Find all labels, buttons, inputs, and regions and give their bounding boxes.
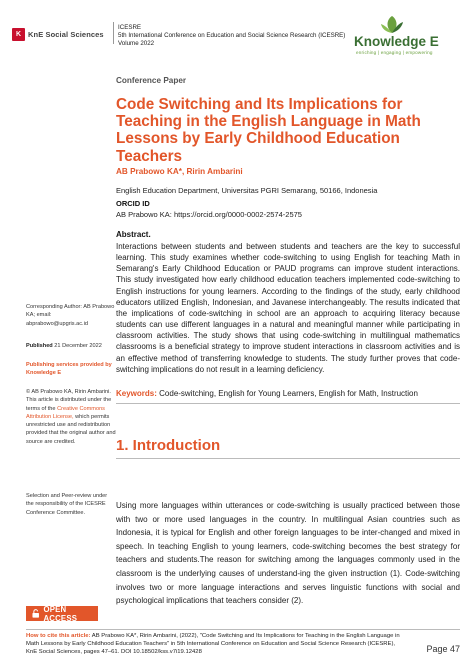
publishing-services (26, 361, 116, 378)
divider (116, 403, 460, 404)
page-header (0, 0, 474, 55)
keywords-label: Keywords: (116, 389, 157, 398)
corresponding-email[interactable]: abprabowo@upgris.ac.id (26, 320, 88, 327)
brand-tagline: enriching | engaging | empowering (356, 50, 433, 55)
brand-title: Knowledge E (354, 34, 439, 49)
authors: AB Prabowo KA*, Ririn Ambarini (116, 167, 243, 176)
section-heading: 1. Introduction (116, 437, 221, 454)
orcid-heading: ORCID ID (116, 199, 150, 208)
keywords (116, 389, 460, 398)
introduction-text: Using more languages within utterances or code-switching is usually practiced between those with two or more used languages in the country. In multilingual Asian countries such as Indonesia, it is typical for English and other foreign languages to be inter-changed and mixed in speech. In teaching English to young learners, code-switching becomes the best strategy for teachers and students.The reason for switching among the languages commonly used in the classroom is the underlying causes of understand-ing the given instruction (1). Code-switching involves two or more language interactions and serves linguistic functions with social and psychological implications that teachers consider (2). (116, 501, 460, 606)
article-type: Conference Paper (116, 76, 187, 85)
peer-review-note (26, 492, 116, 517)
keywords-list: Code-switching, English for Young Learners, English for Math, Instruction (159, 389, 418, 398)
affiliation: English Education Department, Universitas PGRI Semarang, 50166, Indonesia (116, 186, 378, 195)
header-divider (113, 22, 114, 44)
footer-divider (26, 629, 460, 630)
published-label: Published (26, 343, 53, 349)
kne-social-sciences-logo (12, 28, 104, 41)
abstract-text: Interactions between students and between students and teachers are the key to successful learning. This study examines whether code-switching to using English for teaching Math in Semarang's Early Childhood Education or PAUD programs can improve student interactions. This study investigated how early childhood education teachers implemented code-switching to English instructions for young learners. According to the findings of the study, early childhood educators utilized English, Indonesian, and Javanese interchangeably. The results indicated that the implications of code-switching in school are an approach to acquiring literacy because students can use different languages in a natural and meaningful manner while participating in classroom activities. The study shows that using code-switching in multilingual mathematics classrooms is a beneficial strategy to improve student interactions in classroom activities and is an effective method of transferring knowledge to students. The study further proves that code-switching implications do not result in a learning deficiency. (116, 242, 460, 374)
citation-footer (26, 633, 400, 657)
license-note (26, 388, 116, 446)
review-text: Selection and Peer-review under the responsibility of the ICESRE Conference Committee. (26, 493, 108, 516)
published-info (26, 342, 116, 350)
license-post: which permits unrestricted use and redistribution provided that the original author and source are credited. (26, 413, 116, 445)
article-title: Code Switching and Its Implications for Teaching in the English Language in Math Lessons by Early Childhood Education Teachers (116, 96, 421, 165)
conference-name: 5th International Conference on Education and Social Science Research (ICESRE) (118, 32, 346, 39)
open-lock-icon (32, 609, 39, 618)
license-link[interactable]: Creative Commons Attribution License, (26, 405, 105, 420)
publishing-services-text: Publishing services provided by Knowledge E (26, 362, 112, 377)
open-access-badge (26, 606, 98, 621)
page-number: Page 47 (426, 644, 460, 654)
orcid-link[interactable]: AB Prabowo KA: https://orcid.org/0000-0002-2574-2575 (116, 210, 302, 219)
volume: Volume 2022 (118, 40, 155, 47)
license-pre: © AB Prabowo KA, Ririn Ambarini. This article is distributed under the terms of the (26, 389, 112, 412)
knowledge-e-leaf-icon (380, 14, 404, 34)
knowledge-e-logo (354, 14, 464, 54)
journal-meta (118, 24, 345, 48)
open-access-label: OPEN ACCESS (43, 604, 78, 623)
how-to-cite-label: How to cite this article: (26, 633, 91, 639)
kne-logo-icon: K (12, 28, 25, 41)
published-date: 21 December 2022 (54, 343, 102, 349)
corresponding-author (26, 303, 116, 328)
conference-acronym: ICESRE (118, 24, 142, 31)
abstract-heading: Abstract. (116, 230, 151, 239)
publisher-name: KnE Social Sciences (28, 30, 104, 39)
corresponding-label: Corresponding Author: AB Prabowo KA; email: (26, 304, 115, 319)
divider (116, 458, 460, 459)
citation-text: AB Prabowo KA*, Ririn Ambarini, (2022), "Code Switching and Its Implications for Teaching in the English Language in Math Lessons by Early Childhood Education Teachers" in 5th International Conference on Education and Social Science Research (ICESRE), KnE Social Sciences, pages 47–61. DOI 10.18502/kss.v7i19.12428 (26, 633, 400, 655)
title-block (116, 76, 460, 165)
